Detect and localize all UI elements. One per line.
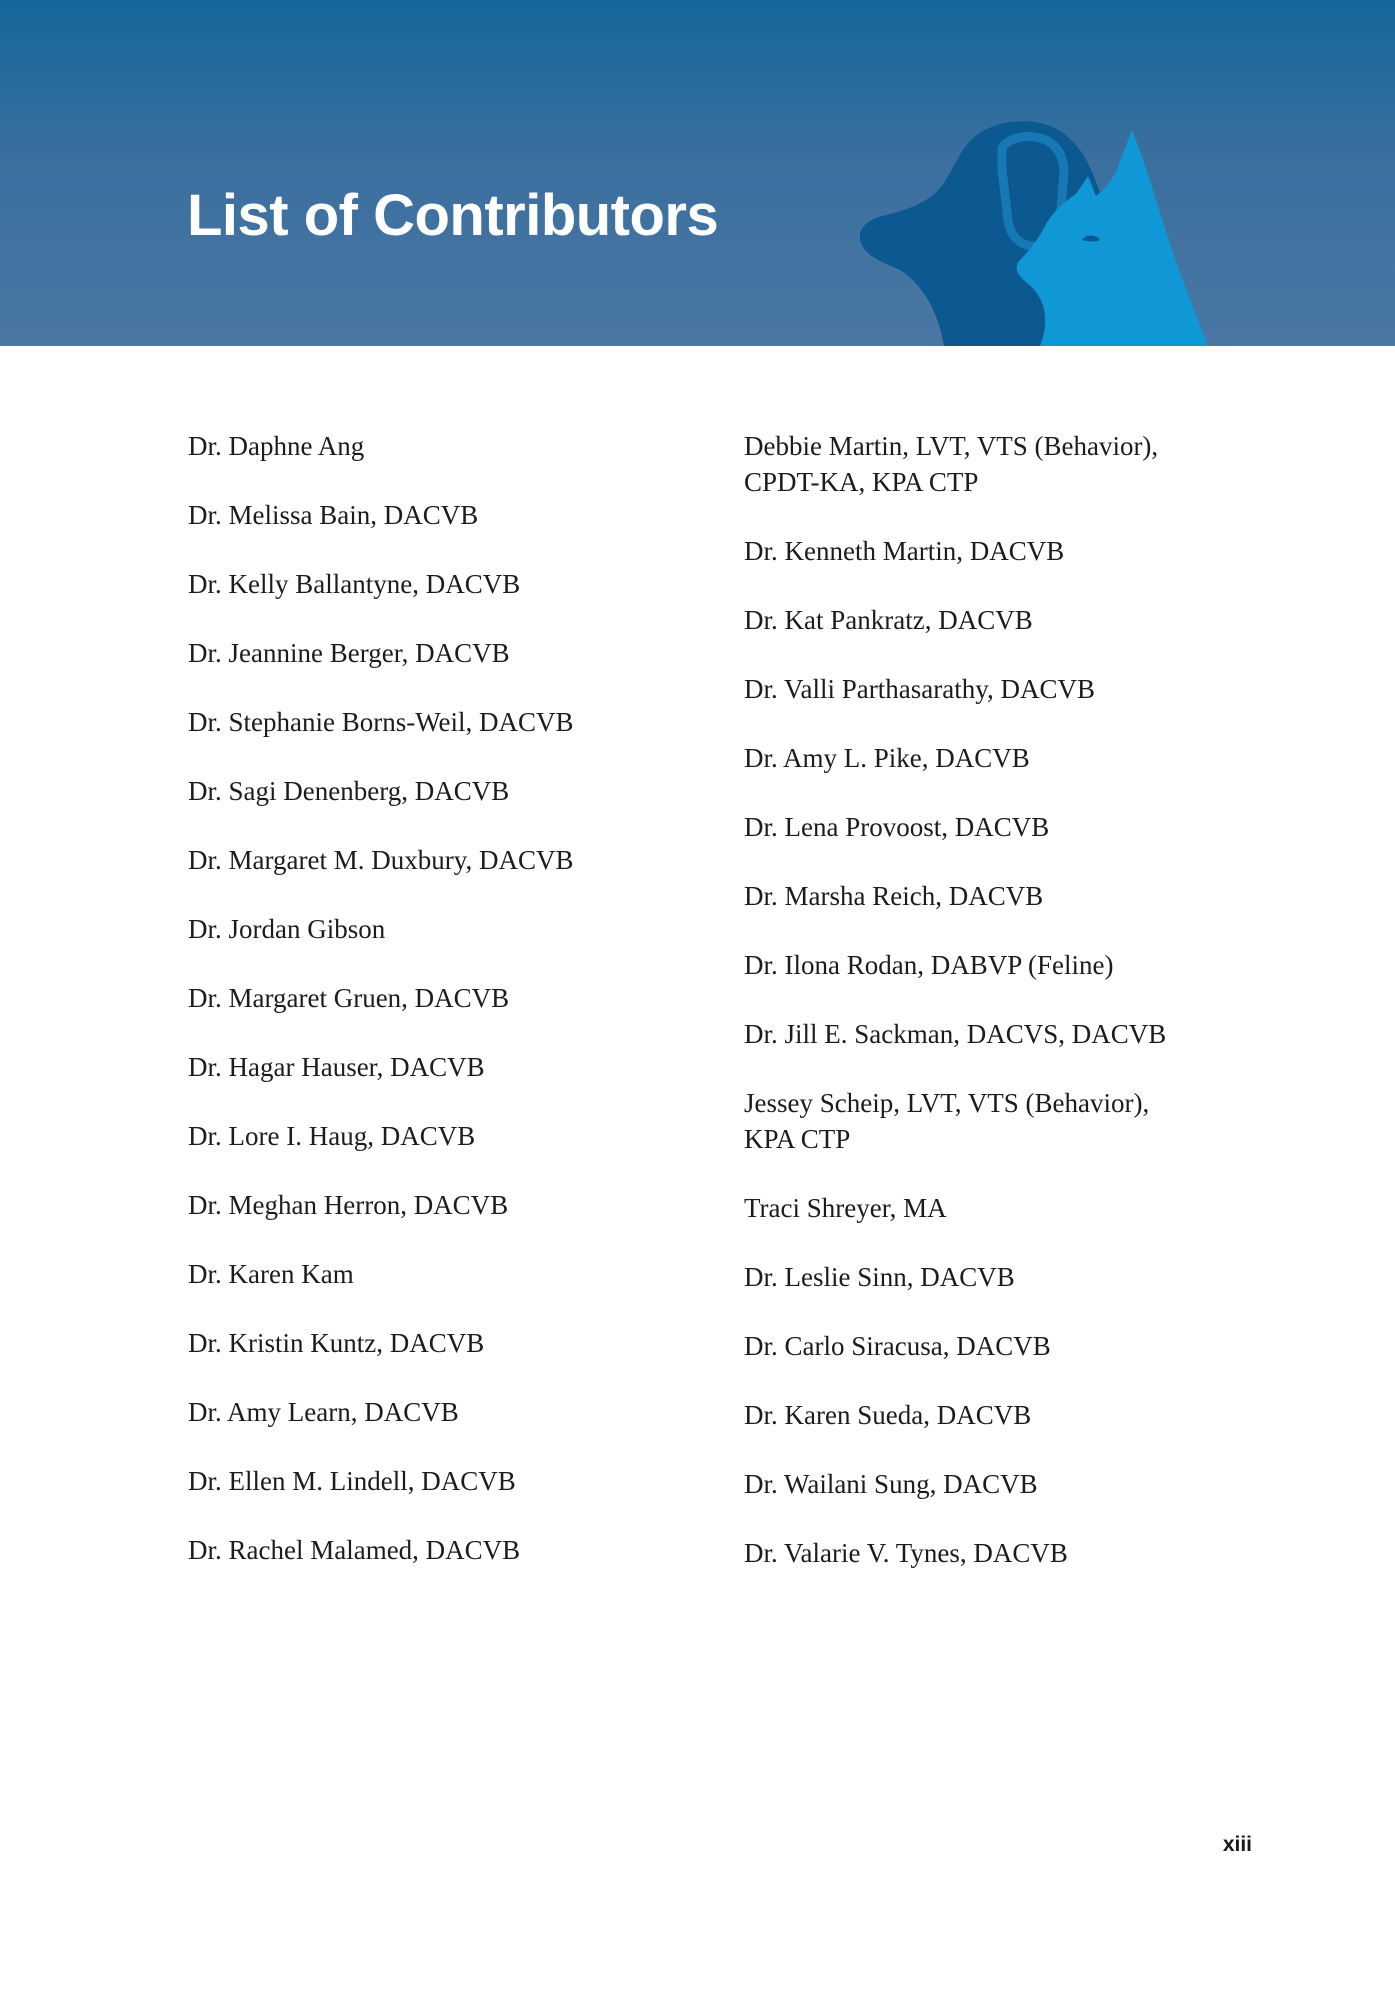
page-title: List of Contributors [187,183,719,248]
contributor-name: Debbie Martin, LVT, VTS (Behavior), CPDT-KA, KPA CTP [744,431,1159,497]
contributor-name: Dr. Carlo Siracusa, DACVB [744,1331,1051,1361]
contributor-name: Dr. Margaret M. Duxbury, DACVB [188,845,574,875]
contributor-name: Dr. Amy L. Pike, DACVB [744,743,1030,773]
contributor-name: Dr. Marsha Reich, DACVB [744,881,1044,911]
contributor-name: Dr. Lore I. Haug, DACVB [188,1121,476,1151]
contributor-name: Dr. Meghan Herron, DACVB [188,1190,509,1220]
contributor-name: Dr. Hagar Hauser, DACVB [188,1052,485,1082]
contributors-left-column [188,428,708,1601]
contributors-right-column [744,428,1304,1604]
contributor-name: Dr. Jeannine Berger, DACVB [188,638,510,668]
contributor-name: Dr. Karen Sueda, DACVB [744,1400,1032,1430]
contributor-name: Dr. Karen Kam [188,1259,354,1289]
contributor-name: Dr. Sagi Denenberg, DACVB [188,776,510,806]
contributor-name: Dr. Melissa Bain, DACVB [188,500,479,530]
contributor-name: Dr. Ilona Rodan, DABVP (Feline) [744,950,1114,980]
contributor-name: Dr. Rachel Malamed, DACVB [188,1535,521,1565]
contributor-name: Dr. Margaret Gruen, DACVB [188,983,510,1013]
pet-silhouettes [860,120,1260,346]
contributor-name: Dr. Kristin Kuntz, DACVB [188,1328,485,1358]
contributor-name: Dr. Wailani Sung, DACVB [744,1469,1038,1499]
contributor-name: Dr. Daphne Ang [188,431,365,461]
contributor-name: Dr. Kat Pankratz, DACVB [744,605,1033,635]
contributor-name: Jessey Scheip, LVT, VTS (Behavior), KPA CTP [744,1088,1150,1154]
contributor-name: Dr. Kenneth Martin, DACVB [744,536,1065,566]
contributor-name: Dr. Valli Parthasarathy, DACVB [744,674,1095,704]
header-band [0,0,1395,346]
contributor-name: Dr. Amy Learn, DACVB [188,1397,459,1427]
contributor-name: Dr. Lena Provoost, DACVB [744,812,1050,842]
contributor-name: Dr. Jill E. Sackman, DACVS, DACVB [744,1019,1167,1049]
contributor-name: Traci Shreyer, MA [744,1193,947,1223]
page-number: xiii [1222,1833,1252,1856]
contributor-name: Dr. Leslie Sinn, DACVB [744,1262,1015,1292]
contributor-name: Dr. Stephanie Borns-Weil, DACVB [188,707,574,737]
contributor-name: Dr. Jordan Gibson [188,914,386,944]
contributor-name: Dr. Kelly Ballantyne, DACVB [188,569,521,599]
contributor-name: Dr. Valarie V. Tynes, DACVB [744,1538,1068,1568]
contributor-name: Dr. Ellen M. Lindell, DACVB [188,1466,516,1496]
